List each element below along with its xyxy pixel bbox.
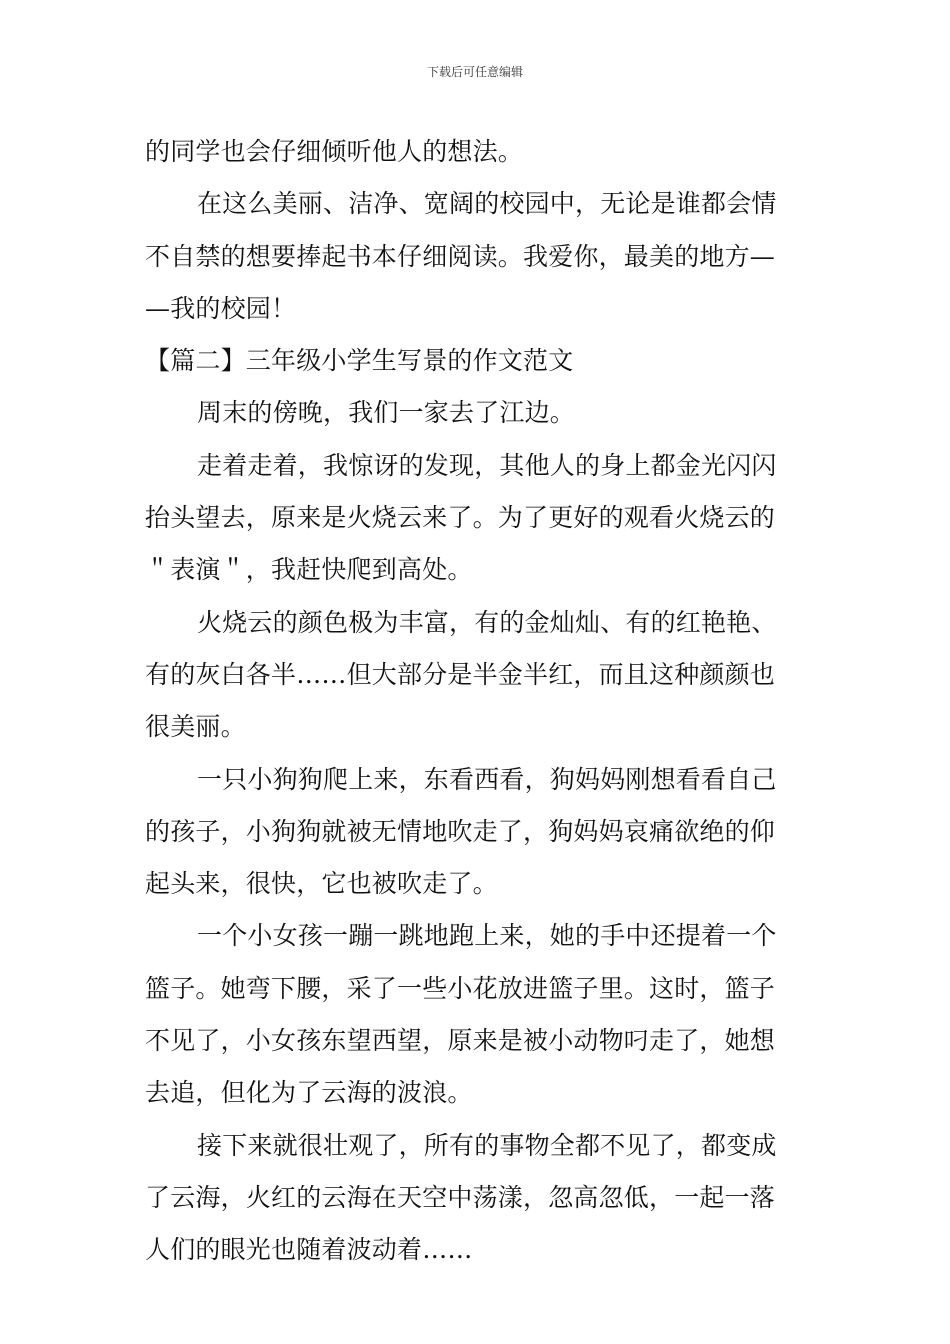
text-line: 不见了，小女孩东望西望，原来是被小动物叼走了，她想 — [145, 1026, 776, 1056]
text-line: 有的灰白各半……但大部分是半金半红，而且这种颜颜也 — [145, 659, 776, 689]
text-line: 在这么美丽、洁净、宽阔的校园中，无论是谁都会情 — [197, 189, 777, 219]
text-line: 走着走着，我惊讶的发现，其他人的身上都金光闪闪 — [197, 450, 777, 480]
text-line: 起头来，很快，它也被吹走了。 — [145, 869, 498, 899]
text-line: 一只小狗狗爬上来，东看西看，狗妈妈刚想看看自己 — [197, 764, 777, 794]
text-line: 火烧云的颜色极为丰富，有的金灿灿、有的红艳艳、 — [197, 607, 777, 637]
text-line: 很美丽。 — [145, 712, 246, 742]
text-line: 篮子。她弯下腰，采了一些小花放进篮子里。这时，篮子 — [145, 973, 776, 1003]
text-line: 周末的傍晚，我们一家去了江边。 — [197, 398, 576, 428]
text-line: 接下来就很壮观了，所有的事物全都不见了，都变成 — [197, 1130, 777, 1160]
document-body — [145, 126, 810, 1277]
text-line: 一个小女孩一蹦一跳地跑上来，她的手中还提着一个 — [197, 921, 777, 951]
text-line: 去追，但化为了云海的波浪。 — [145, 1078, 473, 1108]
text-line: 人们的眼光也随着波动着…… — [145, 1235, 473, 1265]
text-line: 不自禁的想要捧起书本仔细阅读。我爱你，最美的地方— — [145, 241, 776, 271]
text-line: ＂表演＂，我赶快爬到高处。 — [145, 555, 473, 585]
page-header: 下载后可任意编辑 — [426, 65, 523, 79]
text-line: 抬头望去，原来是火烧云来了。为了更好的观看火烧云的 — [145, 503, 776, 533]
text-line: 的孩子，小狗狗就被无情地吹走了，狗妈妈哀痛欲绝的仰 — [145, 816, 776, 846]
text-line: 了云海，火红的云海在天空中荡漾，忽高忽低，一起一落 — [145, 1182, 776, 1212]
text-line: 的同学也会仔细倾听他人的想法。 — [145, 137, 524, 166]
text-line: —我的校园！ — [145, 293, 297, 323]
section-heading: 【篇二】三年级小学生写景的作文范文 — [145, 346, 574, 376]
